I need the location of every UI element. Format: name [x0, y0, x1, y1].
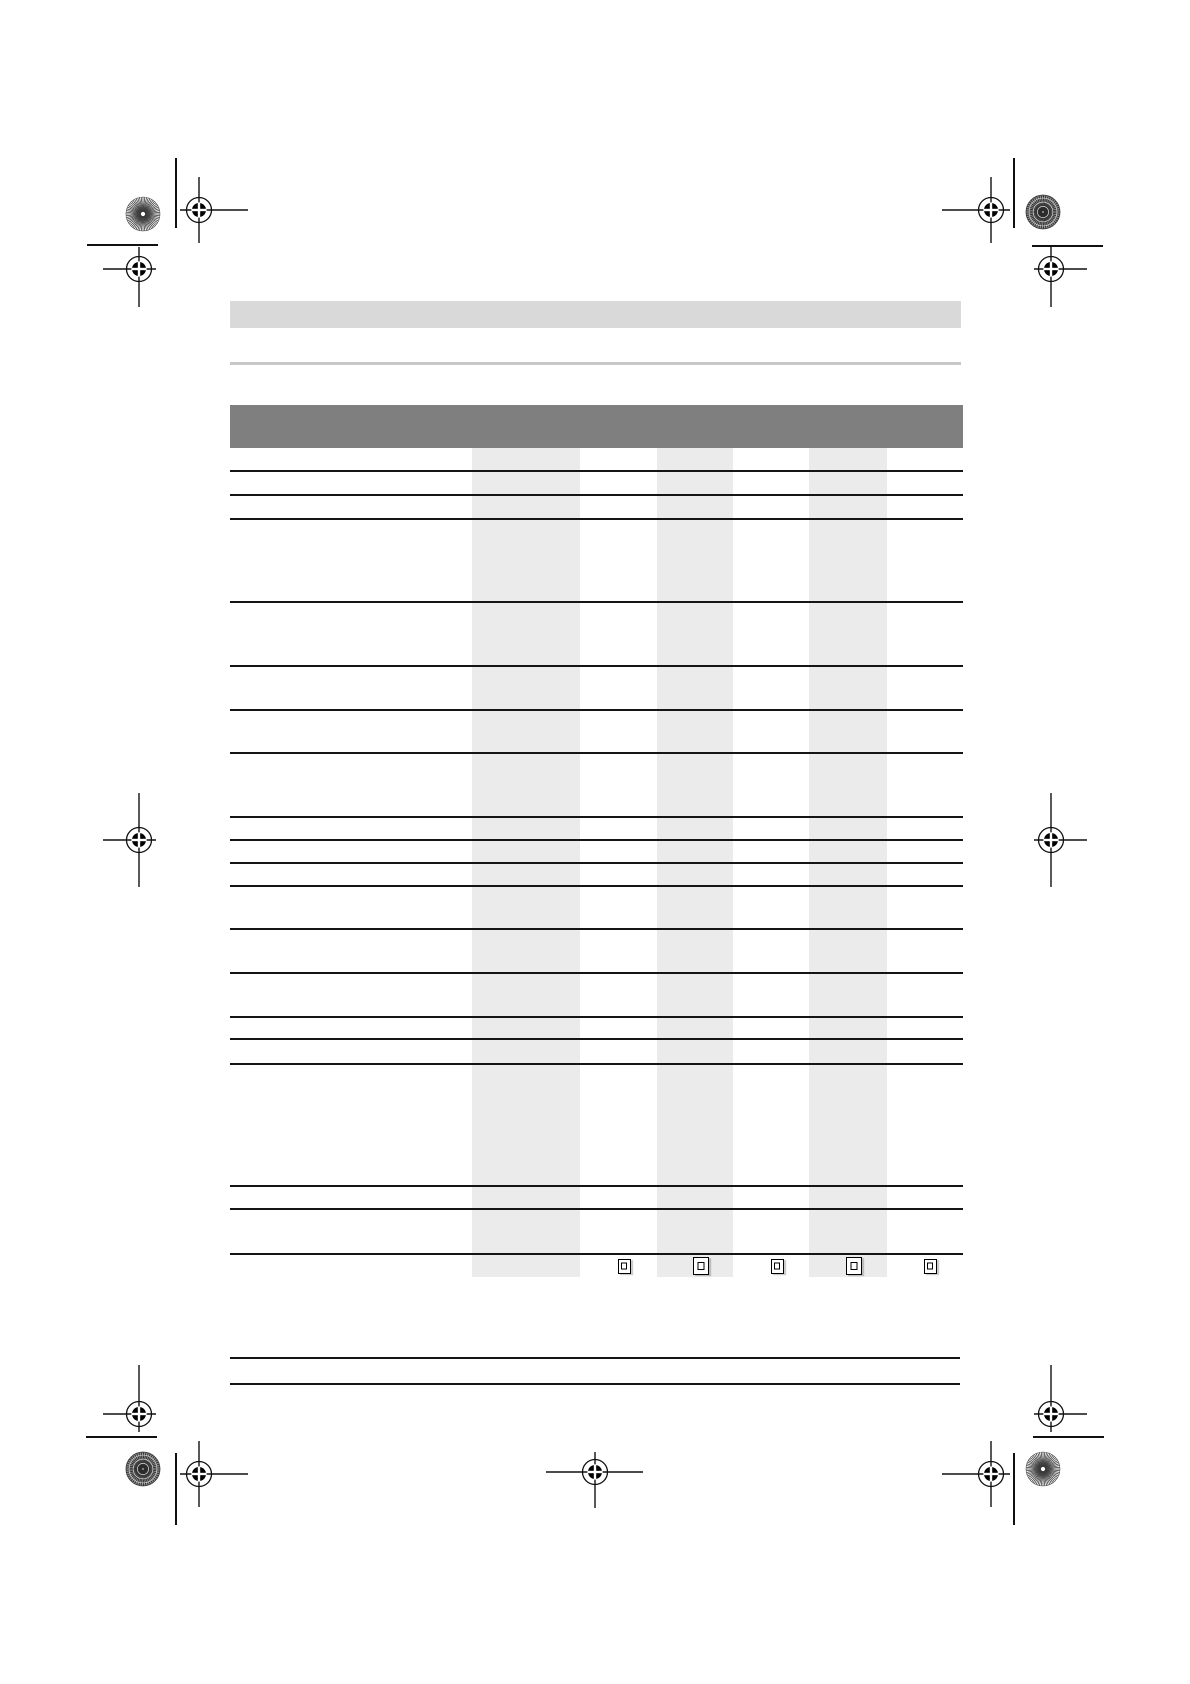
color-pinwheel-top-left [124, 195, 162, 233]
reg-target-top-left-outer [100, 244, 159, 310]
reg-target-bottom-left-inner [177, 1438, 251, 1510]
trim-line-bottom-right-vertical [1013, 1453, 1015, 1525]
color-pinwheel-bottom-right [1024, 1450, 1062, 1488]
reg-target-top-right-inner [939, 174, 1013, 246]
reg-target-top-left-inner [177, 174, 251, 246]
reg-target-bottom-left-outer [100, 1362, 159, 1435]
reg-target-top-right-outer [1031, 244, 1090, 310]
trim-line-bottom-right-horizontal [1033, 1436, 1104, 1438]
trim-line-top-right-vertical [1013, 158, 1015, 228]
color-pinwheel-top-right [1024, 193, 1062, 231]
color-pinwheel-bottom-left [124, 1450, 162, 1488]
reg-target-middle-right [1031, 790, 1090, 890]
reg-target-bottom-center [543, 1449, 646, 1511]
trim-line-bottom-left-horizontal [86, 1436, 157, 1438]
reg-target-middle-left [100, 790, 159, 890]
reg-target-bottom-right-outer [1031, 1362, 1090, 1435]
reg-target-bottom-right-inner [939, 1438, 1013, 1510]
